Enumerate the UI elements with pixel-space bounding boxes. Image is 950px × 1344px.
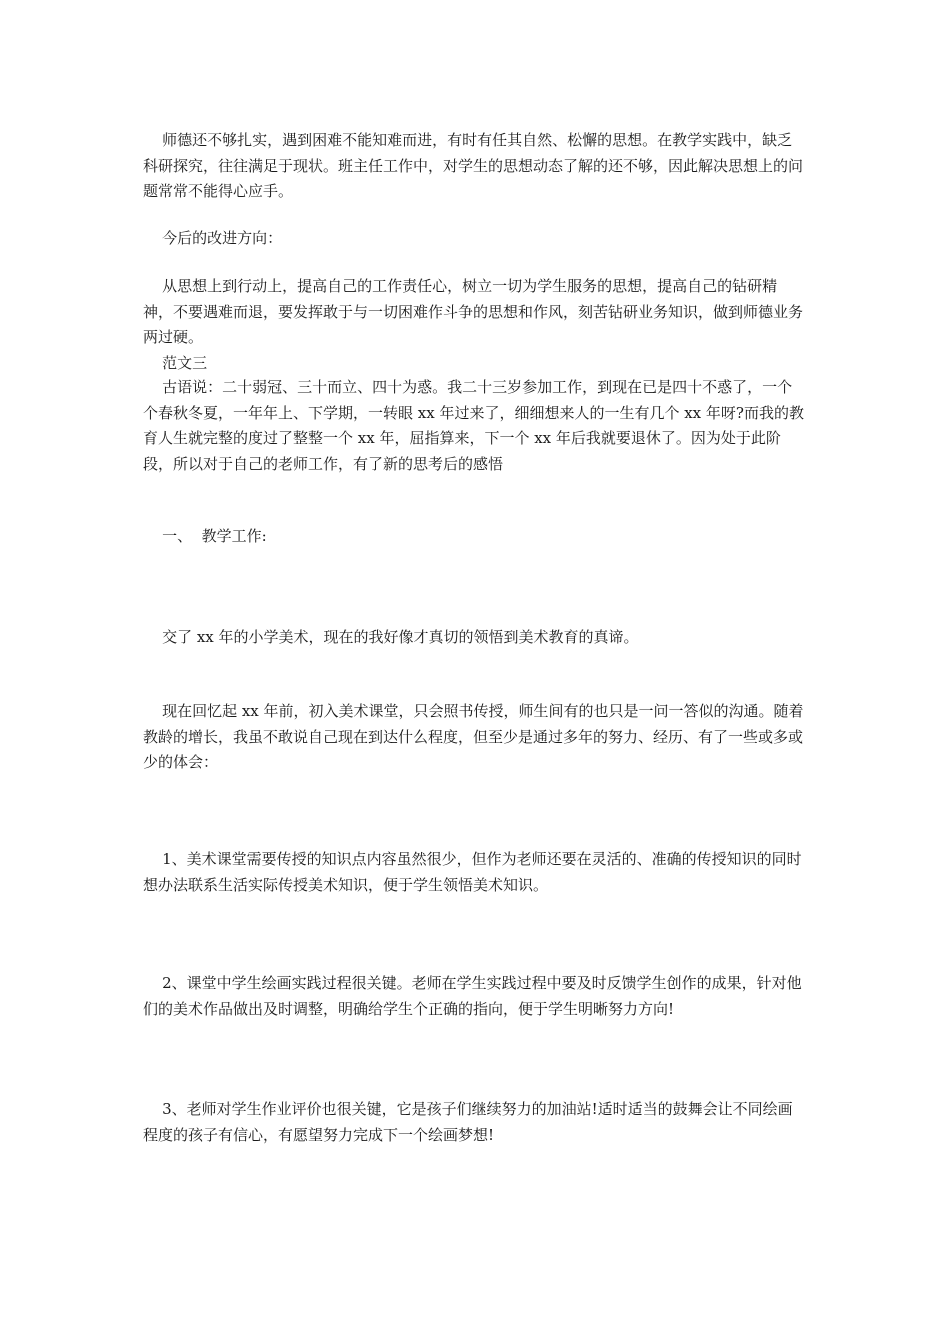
list-item-point-2: 2、课堂中学生绘画实践过程很关键。老师在学生实践过程中要及时反馈学生创作的成果，针对他们的美术作品做出及时调整，明确给学生个正确的指向，便于学生明晰努力方向!: [143, 974, 802, 1018]
paragraph-improvement-direction: 从思想上到行动上，提高自己的工作责任心，树立一切为学生服务的思想，提高自己的钻研精神，不要遇难而退，要发挥敢于与一切困难作斗争的思想和作风，刻苦钻研业务知识，做到师德业务两过硬。: [143, 277, 804, 346]
paragraph-teacher-ethics: 师德还不够扎实，遇到困难不能知难而进，有时有任其自然、松懈的思想。在教学实践中，缺乏科研探究，往往满足于现状。班主任工作中，对学生的思想动态了解的还不够，因此解决思想上的问题常常不能得心应手。: [143, 131, 804, 200]
paragraph-sample-three-title: 范文三: [143, 354, 208, 372]
paragraph-ancient-saying: 古语说：二十弱冠、三十而立、四十为惑。我二十三岁参加工作，到现在已是四十不惑了，一个个春秋冬夏，一年年上、下学期，一转眼 xx 年过来了，细细想来人的一生有几个 xx 年呀?而我的教育人生就完整的度过了整整一个 xx 年，屈指算来，下一个 xx 年后我就要退休了。因为处于此阶段，所以对于自己的老师工作，有了新的思考后的感悟: [143, 378, 804, 473]
paragraph-recollection: 现在回忆起 xx 年前，初入美术课堂，只会照书传授，师生间有的也只是一问一答似的沟通。随着教龄的增长，我虽不敢说自己现在到达什么程度，但至少是通过多年的努力、经历、有了一些或多或少的体会：: [143, 702, 804, 771]
section-heading-teaching-work: 一、 教学工作:: [143, 527, 267, 545]
list-item-point-1: 1、美术课堂需要传授的知识点内容虽然很少，但作为老师还要在灵活的、准确的传授知识的同时想办法联系生活实际传授美术知识，便于学生领悟美术知识。: [143, 850, 802, 894]
list-item-point-3: 3、老师对学生作业评价也很关键，它是孩子们继续努力的加油站!适时适当的鼓舞会让不同绘画程度的孩子有信心，有愿望努力完成下一个绘画梦想!: [143, 1100, 793, 1144]
paragraph-art-teaching: 交了 xx 年的小学美术，现在的我好像才真切的领悟到美术教育的真谛。: [143, 628, 639, 646]
paragraph-improvement-heading: 今后的改进方向：: [143, 229, 283, 247]
